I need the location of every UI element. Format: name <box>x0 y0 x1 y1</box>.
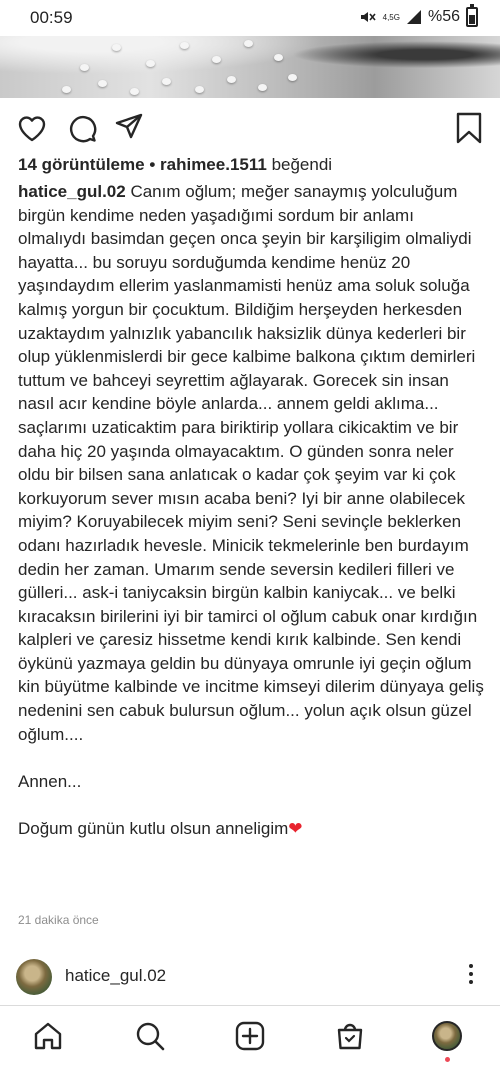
status-bar <box>0 0 500 36</box>
caption-username[interactable]: hatice_gul.02 <box>18 182 126 201</box>
network-label: 4,5G <box>382 12 400 22</box>
liked-suffix: beğendi <box>271 155 333 174</box>
shop-icon[interactable] <box>334 1020 366 1052</box>
post-action-bar <box>0 108 500 148</box>
share-icon[interactable] <box>114 112 144 142</box>
heart-emoji-icon: ❤ <box>288 819 303 839</box>
signal-icon <box>406 9 422 25</box>
system-nav-area <box>0 1067 500 1083</box>
add-post-icon[interactable] <box>234 1020 266 1052</box>
status-time: 00:59 <box>30 8 73 27</box>
home-icon[interactable] <box>32 1020 64 1052</box>
comment-username[interactable]: hatice_gul.02 <box>65 966 167 985</box>
notification-dot <box>445 1057 450 1062</box>
liked-by-user[interactable]: rahimee.1511 <box>160 155 267 174</box>
caption-closing: Doğum günün kutlu olsun anneligim <box>18 819 289 839</box>
heart-icon[interactable] <box>16 112 48 144</box>
post-timestamp: 21 dakika önce <box>18 913 99 927</box>
mute-icon <box>359 8 377 26</box>
post-caption <box>18 180 486 841</box>
battery-percent: %56 <box>427 8 460 25</box>
likes-separator: • <box>149 155 156 174</box>
comment-icon[interactable] <box>66 112 98 144</box>
avatar[interactable] <box>16 959 52 995</box>
views-count[interactable]: 14 görüntüleme <box>18 155 145 174</box>
caption-sign: Annen... <box>18 771 82 791</box>
likes-line[interactable] <box>18 155 332 175</box>
search-icon[interactable] <box>134 1020 166 1052</box>
bottom-navigation <box>0 1005 500 1068</box>
caption-text: Canım oğlum; meğer sanaymış yolculuğum birgün kendime neden yaşadığımi sordum bir anlamı olmalıydı basimdan geçen onca şeyin bir karşiligim olmaliydi hayatta... bu soruyu sorduğumda kendime henüz 20 yaşındaydım ellerim yaslanmamisti henüz ama soluk soluğa kalmış yorgun bir çocuktum. Bildiğim herşeyden herkesden uzaktaydım yalnızlık yabancılık haksizlik dünya kederleri bir olup yüklenmislerdi bir gece kalbime balkona çıktım demirleri tuttum ve bahceyi seyrettim ağlayarak. Gorecek sin insan nasıl acır kendine böyle anlarda... annem geldi aklıma... saçlarımı uzaticaktim para biriktirip yollara cikicaktim ve bir daha hiç 20 yaşında olmayacaktım. O günden sonra neler oldu bir bilsen sana anlatıcak o kadar çok şeyim var ki çok korkuyorum sever mısın acaba beni? Iyi bir anne olabilecek miyim? Koruyabilecek miyim seni? Seni sevinçle beklerken odanı hazırladık hevesle. Minicik tekmelerinle ben burdayım dedin her zaman. Umarım sende seversin kedileri filleri ve gülleri... ask-i taniycaksin birgün kalbin kaniycak... ve belki kıracaksın birilerini iyi bir tamirci ol oğlum cabuk onar kırdığın kalpleri ve çaresiz hissetme kendi kırık kalbinde. Sen kendi öykünü yazmaya geldin bu dünyaya omrunle iyi geçin oğlum kin büyütme kalbinde ve incitme kimseyi dilerim dünyaya geliş nedenini sen cabuk bulursun oğlum... yolun açık olsun güzel oğlum.... <box>18 182 484 744</box>
status-icons <box>359 7 478 27</box>
battery-icon <box>466 7 478 27</box>
post-image[interactable] <box>0 36 500 98</box>
more-icon[interactable] <box>468 964 474 988</box>
profile-avatar[interactable] <box>432 1021 462 1051</box>
comment-row <box>0 950 500 1000</box>
bookmark-icon[interactable] <box>456 112 482 144</box>
